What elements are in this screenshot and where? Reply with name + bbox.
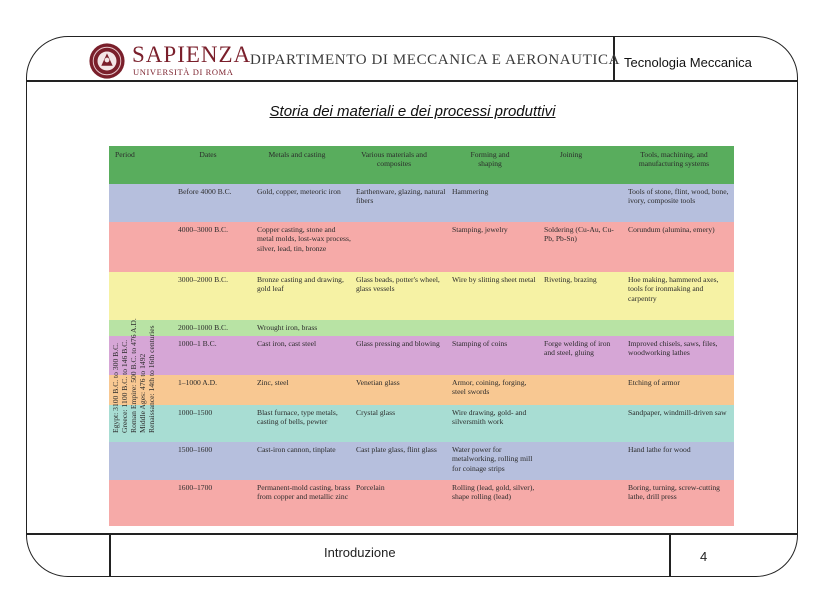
cell-metals: Bronze casting and drawing, gold leaf <box>257 275 344 294</box>
table-row <box>109 375 734 405</box>
footer-right-divider <box>669 533 671 576</box>
course-name: Tecnologia Meccanica <box>624 55 752 70</box>
header-tools: Tools, machining, and manufacturing systems <box>638 150 710 169</box>
cell-dates: 4000–3000 B.C. <box>178 225 228 234</box>
period-label: Egypt: 3100 B.C. to 300 B.C. <box>111 342 120 433</box>
cell-metals: Blast furnace, type metals, casting of bells, pewter <box>257 408 338 427</box>
university-seal-icon <box>88 42 126 80</box>
footer-section-label: Introduzione <box>324 545 396 560</box>
header-materials: Various materials and composites <box>361 150 427 169</box>
table-row <box>109 480 734 526</box>
cell-forming: Stamping, jewelry <box>452 225 508 234</box>
slide-title: Storia dei materiali e dei processi produttivi <box>269 103 556 120</box>
period-label: Renaissance: 14th to 16th centuries <box>147 325 156 433</box>
header-divider <box>27 80 797 82</box>
cell-metals: Wrought iron, brass <box>257 323 318 332</box>
cell-metals: Cast-iron cannon, tinplate <box>257 445 336 454</box>
table-row <box>109 320 734 336</box>
cell-dates: 3000–2000 B.C. <box>178 275 228 284</box>
period-labels <box>111 278 157 433</box>
cell-materials: Crystal glass <box>356 408 396 417</box>
cell-forming: Hammering <box>452 187 489 196</box>
cell-dates: 1000–1 B.C. <box>178 339 217 348</box>
cell-forming: Wire drawing, gold- and silversmith work <box>452 408 527 427</box>
header-forming: Forming and shaping <box>470 150 510 169</box>
cell-joining: Forge welding of iron and steel, gluing <box>544 339 611 358</box>
cell-forming: Rolling (lead, gold, silver), shape rolling (lead) <box>452 483 535 502</box>
table-row <box>109 184 734 222</box>
page-number: 4 <box>700 549 708 564</box>
history-table <box>109 146 734 526</box>
header-period: Period <box>115 150 135 159</box>
footer-left-divider <box>109 533 111 576</box>
university-name: SAPIENZA <box>132 42 252 67</box>
table-row <box>109 336 734 375</box>
cell-tools: Boring, turning, screw-cutting lathe, drill press <box>628 483 720 502</box>
cell-forming: Armor, coining, forging, steel swords <box>452 378 527 397</box>
table-header-row <box>109 146 734 184</box>
cell-materials: Porcelain <box>356 483 385 492</box>
footer-divider <box>27 533 797 535</box>
cell-tools: Corundum (alumina, emery) <box>628 225 715 234</box>
cell-forming: Wire by slitting sheet metal <box>452 275 536 284</box>
cell-materials: Venetian glass <box>356 378 400 387</box>
cell-metals: Zinc, steel <box>257 378 289 387</box>
header-joining: Joining <box>559 150 583 159</box>
period-label: Greece: 1100 B.C. to 146 B.C. <box>120 339 129 433</box>
cell-dates: 1–1000 A.D. <box>178 378 218 387</box>
cell-forming: Stamping of coins <box>452 339 508 348</box>
cell-metals: Permanent-mold casting, brass from copper and metallic zinc <box>257 483 351 502</box>
cell-tools: Etching of armor <box>628 378 680 387</box>
cell-joining: Soldering (Cu-Au, Cu-Pb, Pb-Sn) <box>544 225 614 244</box>
table-row <box>109 272 734 320</box>
cell-tools: Tools of stone, flint, wood, bone, ivory, composite tools <box>628 187 729 206</box>
cell-metals: Gold, copper, meteoric iron <box>257 187 341 196</box>
table-row <box>109 222 734 272</box>
table-row <box>109 442 734 480</box>
cell-materials: Earthenware, glazing, natural fibers <box>356 187 446 206</box>
cell-tools: Sandpaper, windmill-driven saw <box>628 408 727 417</box>
cell-dates: Before 4000 B.C. <box>178 187 232 196</box>
cell-metals: Cast iron, cast steel <box>257 339 317 348</box>
header-dates: Dates <box>199 150 217 159</box>
cell-dates: 2000–1000 B.C. <box>178 323 228 332</box>
university-subtitle: UNIVERSITÀ DI ROMA <box>133 67 234 77</box>
cell-materials: Cast plate glass, flint glass <box>356 445 437 454</box>
period-label: Roman Empire: 500 B.C. to 476 A.D. <box>129 318 138 433</box>
cell-metals: Copper casting, stone and metal molds, lost-wax process, silver, lead, tin, bronze <box>257 225 351 253</box>
cell-tools: Hand lathe for wood <box>628 445 691 454</box>
header-metals: Metals and casting <box>268 150 326 159</box>
cell-dates: 1600–1700 <box>178 483 213 492</box>
cell-tools: Improved chisels, saws, files, woodworking lathes <box>628 339 718 358</box>
department-name: DIPARTIMENTO DI MECCANICA E AERONAUTICA <box>250 52 621 68</box>
period-label: Middle Ages: 476 to 1492 <box>138 353 147 433</box>
cell-dates: 1500–1600 <box>178 445 213 454</box>
cell-dates: 1000–1500 <box>178 408 213 417</box>
cell-materials: Glass beads, potter's wheel, glass vessels <box>356 275 440 294</box>
cell-joining: Riveting, brazing <box>544 275 597 284</box>
cell-forming: Water power for metalworking, rolling mill for coinage strips <box>452 445 533 473</box>
cell-materials: Glass pressing and blowing <box>356 339 440 348</box>
table-row <box>109 405 734 442</box>
cell-tools: Hoe making, hammered axes, tools for ironmaking and carpentry <box>628 275 719 303</box>
